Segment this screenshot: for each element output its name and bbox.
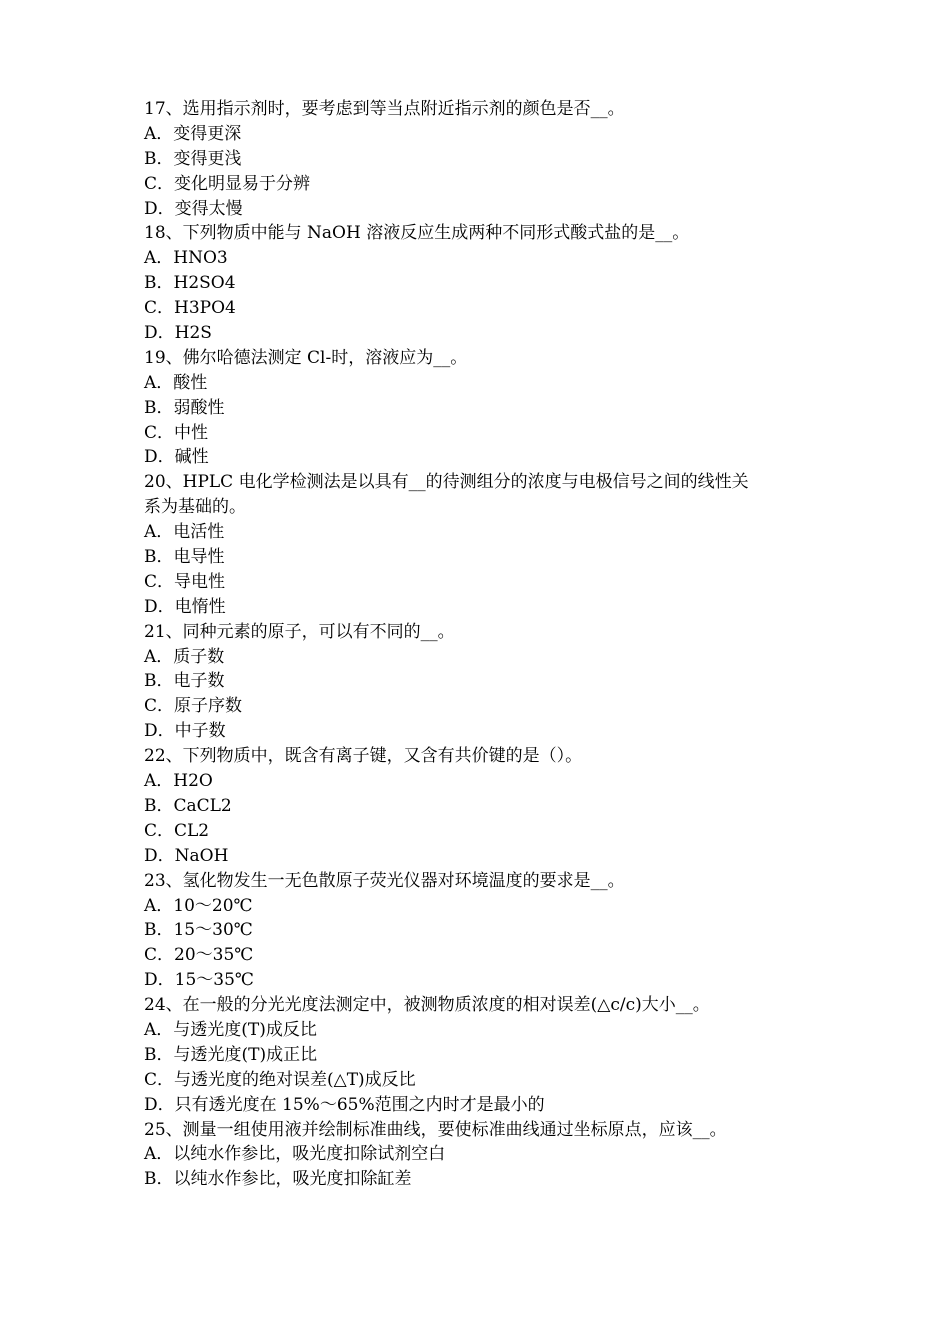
question-stem: 18、下列物质中能与 NaOH 溶液反应生成两种不同形式酸式盐的是__。: [144, 223, 690, 244]
option-d: D．变得太慢: [144, 198, 243, 219]
question-17: [144, 97, 824, 221]
option-c: C．20～35℃: [144, 945, 254, 966]
option-a: A．与透光度(T)成反比: [144, 1019, 317, 1040]
option-b: B．弱酸性: [144, 397, 225, 418]
question-20: [144, 470, 824, 619]
option-d: D．H2S: [144, 323, 212, 344]
option-a: A．HNO3: [144, 248, 228, 269]
option-d: D．碱性: [144, 447, 209, 468]
option-c: C．CL2: [144, 820, 210, 841]
option-a: A．酸性: [144, 372, 208, 393]
question-22: [144, 744, 824, 868]
question-stem: 24、在一般的分光光度法测定中，被测物质浓度的相对误差(△c/c)大小__。: [144, 995, 710, 1016]
option-d: D．中子数: [144, 721, 226, 742]
question-stem: 23、氢化物发生一无色散原子荧光仪器对环境温度的要求是__。: [144, 870, 625, 891]
option-a: A．变得更深: [144, 123, 242, 144]
option-d: D．15～35℃: [144, 970, 254, 991]
question-18: [144, 221, 824, 345]
option-a: A．电活性: [144, 522, 225, 543]
option-a: A．10～20℃: [144, 895, 253, 916]
option-d: D．NaOH: [144, 845, 229, 866]
option-b: B．变得更浅: [144, 148, 242, 169]
question-stem: 25、测量一组使用液并绘制标准曲线，要使标准曲线通过坐标原点，应该__。: [144, 1119, 727, 1140]
option-b: B．以纯水作参比，吸光度扣除缸差: [144, 1169, 412, 1190]
question-19: [144, 346, 824, 470]
option-a: A．质子数: [144, 646, 225, 667]
option-b: B．电子数: [144, 671, 225, 692]
option-c: C．原子序数: [144, 696, 243, 717]
option-c: C．H3PO4: [144, 298, 236, 319]
option-a: A．以纯水作参比，吸光度扣除试剂空白: [144, 1144, 446, 1165]
question-23: [144, 869, 824, 993]
option-d: D．只有透光度在 15%～65%范围之内时才是最小的: [144, 1094, 545, 1115]
question-25: [144, 1118, 824, 1193]
option-c: C．中性: [144, 422, 209, 443]
question-stem: 19、佛尔哈德法测定 Cl-时，溶液应为__。: [144, 347, 468, 368]
question-stem-continued: 系为基础的。: [144, 497, 246, 518]
option-c: C．导电性: [144, 571, 226, 592]
option-b: B．与透光度(T)成正比: [144, 1044, 318, 1065]
option-c: C．与透光度的绝对误差(△T)成反比: [144, 1069, 416, 1090]
question-21: [144, 620, 824, 744]
question-24: [144, 993, 824, 1117]
question-stem: 17、选用指示剂时，要考虑到等当点附近指示剂的颜色是否__。: [144, 99, 625, 119]
question-stem: 20、HPLC 电化学检测法是以具有__的待测组分的浓度与电极信号之间的线性关: [144, 472, 749, 493]
option-b: B．CaCL2: [144, 795, 232, 816]
document-page: [144, 97, 824, 1192]
option-b: B．15～30℃: [144, 920, 253, 941]
option-d: D．电惰性: [144, 596, 226, 617]
option-c: C．变化明显易于分辨: [144, 173, 311, 194]
question-stem: 21、同种元素的原子，可以有不同的__。: [144, 621, 455, 642]
option-b: B．电导性: [144, 547, 225, 568]
question-stem: 22、下列物质中，既含有离子键，又含有共价键的是（）。: [144, 746, 583, 767]
option-b: B．H2SO4: [144, 273, 236, 294]
option-a: A．H2O: [144, 771, 213, 792]
